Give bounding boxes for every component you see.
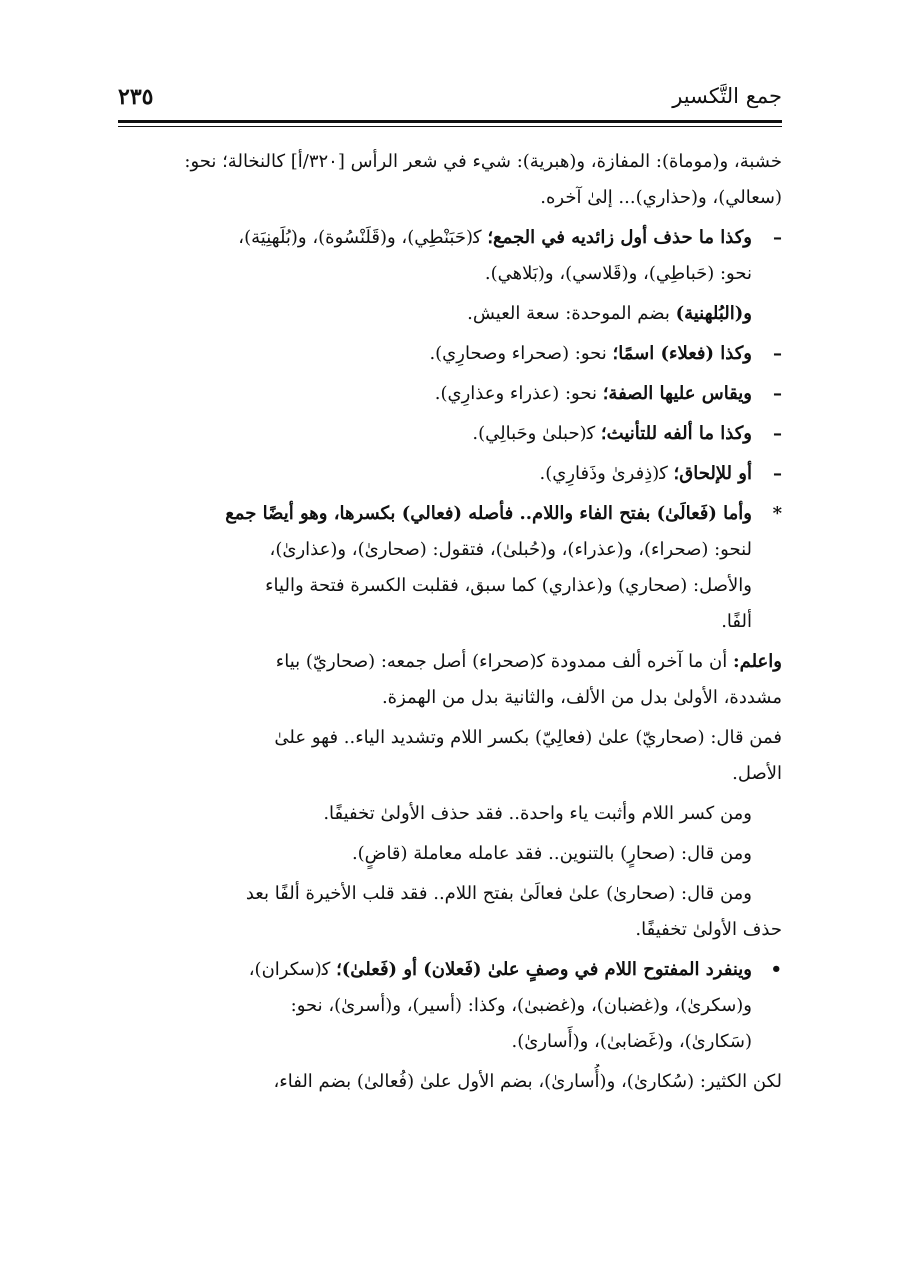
dash-marker: – [773, 423, 782, 444]
bold-lead: وينفرد المفتوح اللام في وصفٍ علىٰ (فَعلان) أو (فَعلىٰ)؛ [336, 959, 752, 980]
text-line: بضم الموحدة: سعة العيش. [467, 303, 676, 324]
text-line: ك‍(سكران)، [248, 959, 337, 980]
text-line: ك‍(ذِفرىٰ وذَفارِي). [539, 463, 674, 484]
text-line: فمن قال: (صحاريّ) علىٰ (فعالِيّ) بكسر اللام وتشديد الياء.. فهو علىٰ [274, 727, 782, 748]
text-line: الأصل. [732, 763, 782, 784]
text-line: ك‍(حَبَنْطِي)، و(قَلَنْسُوة)، و(بُلَهنِيَة)، [238, 227, 482, 248]
text-line: نحو: (عذراء وعذارِي). [434, 383, 603, 404]
paragraph [118, 796, 782, 832]
text-line: أن ما آخره ألف ممدودة ك‍(صحراء) أصل جمعه: (صحاريّ) بياء [275, 651, 733, 672]
paragraph [118, 836, 782, 872]
text-line: ألفًا. [721, 611, 752, 632]
bold-lead: وكذا (فعلاء) اسمًا؛ [612, 343, 752, 364]
dash-item [118, 456, 782, 492]
paragraph [118, 720, 782, 792]
running-header [118, 84, 782, 114]
dash-marker: – [773, 463, 782, 484]
text-line: خشبة، و(موماة): المفازة، و(هبرية): شيء في شعر الرأس [٣٢٠/أ] كالنخالة؛ نحو: [184, 151, 782, 172]
text-line: ومن قال: (صحارىٰ) علىٰ فعالَىٰ بفتح اللام.. فقد قلب الأخيرة ألفًا بعد [245, 883, 752, 904]
text-line: نحو: (صحراء وصحارِي). [429, 343, 613, 364]
text-line: مشددة، الأولىٰ بدل من الألف، والثانية بدل من الهمزة. [381, 687, 782, 708]
page-number: ٢٣٥ [118, 84, 154, 110]
text-line: حذف الأولىٰ تخفيفًا. [635, 919, 782, 940]
bold-lead: ويقاس عليها الصفة؛ [602, 383, 752, 404]
dash-item [118, 220, 782, 292]
page-body [118, 140, 782, 1100]
dash-marker: – [773, 227, 782, 248]
bold-lead: وكذا ما ألفه للتأنيث؛ [600, 423, 752, 444]
header-rule-thick [118, 120, 782, 123]
header-rule-thin [118, 126, 782, 127]
chapter-title: جمع التَّكسير [672, 84, 782, 108]
paragraph [118, 644, 782, 716]
star-marker: * [772, 503, 782, 524]
paragraph [118, 876, 782, 948]
dash-item [118, 376, 782, 412]
text-line: لنحو: (صحراء)، و(عذراء)، و(حُبلىٰ)، فتقول: (صحارىٰ)، و(عذارىٰ)، [269, 539, 752, 560]
text-line: ك‍(حبلىٰ وحَبالِي). [472, 423, 601, 444]
bold-lead: أو للإلحاق؛ [673, 463, 752, 484]
text-line: لكن الكثير: (سُكارىٰ)، و(أُسارىٰ)، بضم الأول علىٰ (فُعالىٰ) بضم الفاء، [273, 1071, 782, 1092]
text-line: نحو: (حَباطِي)، و(قَلاسي)، و(بَلاهي). [484, 263, 752, 284]
bold-lead: وأما (فَعالَىٰ) بفتح الفاء واللام.. فأصله (فعالي) بكسرها، وهو أيضًا جمع [225, 503, 752, 524]
text-line: (سعالي)، و(حذاري)... إلىٰ آخره. [540, 187, 782, 208]
text-line: ومن كسر اللام وأثبت ياء واحدة.. فقد حذف الأولىٰ تخفيفًا. [323, 803, 752, 824]
definition-line [118, 296, 782, 332]
bold-lead: واعلم: [732, 651, 782, 672]
paragraph [118, 144, 782, 216]
text-line: و(سكرىٰ)، و(غضبان)، و(غضبىٰ)، وكذا: (أسير)، و(أسرىٰ)، نحو: [290, 995, 752, 1016]
dash-marker: – [773, 343, 782, 364]
text-line: والأصل: (صحاري) و(عذاري) كما سبق، فقلبت الكسرة فتحة والياء [265, 575, 752, 596]
bold-lead: وكذا ما حذف أول زائديه في الجمع؛ [487, 227, 752, 248]
bullet-marker: • [770, 959, 782, 980]
bullet-item [118, 952, 782, 1060]
star-item [118, 496, 782, 640]
dash-item [118, 336, 782, 372]
paragraph [118, 1064, 782, 1100]
text-line: (سَكارىٰ)، و(غَضابىٰ)، و(أَسارىٰ). [511, 1031, 752, 1052]
bold-lead: و(البُلهنية) [675, 303, 752, 324]
dash-item [118, 416, 782, 452]
dash-marker: – [773, 383, 782, 404]
text-line: ومن قال: (صحارٍ) بالتنوين.. فقد عامله معاملة (قاضٍ). [351, 843, 752, 864]
